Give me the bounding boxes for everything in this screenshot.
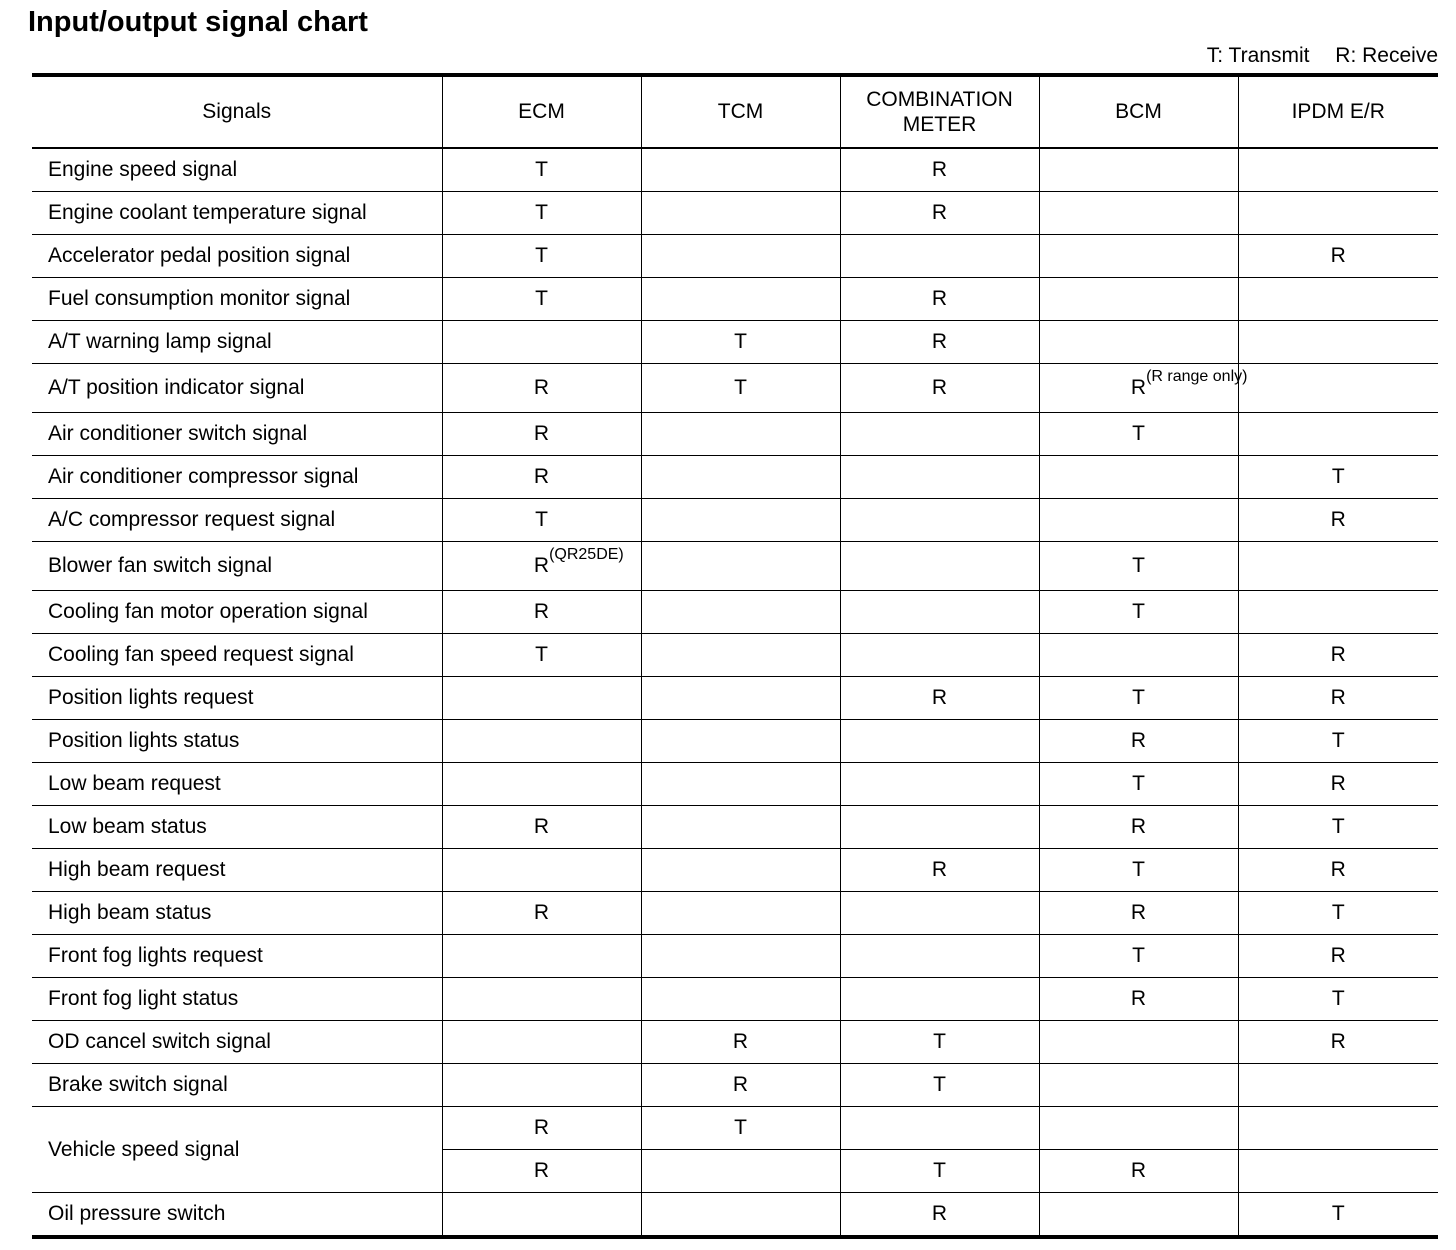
signal-name-cell: Front fog lights request — [32, 935, 442, 978]
signal-value-cell — [1238, 148, 1438, 192]
signal-code: T — [1132, 944, 1145, 968]
signal-table — [32, 73, 1438, 1239]
header-combination-meter: COMBINATION METER — [840, 75, 1039, 148]
signal-value-cell — [1039, 1064, 1238, 1107]
signal-name-cell: Front fog light status — [32, 978, 442, 1021]
signal-value-cell — [641, 364, 840, 413]
signal-value-cell — [641, 806, 840, 849]
signal-code: R — [1130, 987, 1147, 1011]
signal-code: R — [931, 287, 948, 311]
signal-value-cell — [1238, 720, 1438, 763]
table-row — [32, 321, 1438, 364]
signal-code: R — [533, 422, 550, 446]
signal-code: R — [931, 330, 948, 354]
table-row — [32, 1193, 1438, 1238]
header-ipdm-er: IPDM E/R — [1238, 75, 1438, 148]
signal-value-cell — [641, 978, 840, 1021]
signal-code: T — [535, 244, 548, 268]
signal-value-cell — [442, 542, 641, 591]
signal-name-cell: Vehicle speed signal — [32, 1107, 442, 1193]
signal-value-cell — [1238, 806, 1438, 849]
table-row — [32, 720, 1438, 763]
signal-code: R — [533, 376, 550, 400]
signal-code: R — [1330, 858, 1346, 882]
table-row — [32, 542, 1438, 591]
signal-value-cell — [442, 806, 641, 849]
signal-code: R — [1130, 815, 1147, 839]
signal-value-cell — [1238, 192, 1438, 235]
table-row — [32, 235, 1438, 278]
table-row — [32, 763, 1438, 806]
signal-value-cell — [442, 677, 641, 720]
signal-value-cell — [1238, 677, 1438, 720]
signal-value-cell — [1039, 1021, 1238, 1064]
signal-code: T — [535, 158, 548, 182]
signal-code: T — [535, 508, 548, 532]
signal-value-cell — [840, 542, 1039, 591]
table-row — [32, 364, 1438, 413]
signal-value-cell — [442, 456, 641, 499]
table-row — [32, 591, 1438, 634]
signal-value-cell — [442, 1193, 641, 1238]
signal-code: R (R range only) — [1130, 368, 1248, 400]
signal-name-cell: Engine coolant temperature signal — [32, 192, 442, 235]
signal-code: T — [1132, 422, 1145, 446]
signal-code: R — [533, 600, 550, 624]
signal-value-cell — [840, 720, 1039, 763]
signal-code: R (QR25DE) — [533, 546, 624, 578]
signal-value-cell — [641, 591, 840, 634]
table-row — [32, 148, 1438, 192]
signal-value-cell — [641, 634, 840, 677]
signal-code: R — [931, 858, 948, 882]
signal-value-cell — [840, 364, 1039, 413]
table-row — [32, 278, 1438, 321]
signal-code: R — [1330, 508, 1346, 532]
signal-name-cell: Air conditioner compressor signal — [32, 456, 442, 499]
table-row — [32, 1107, 1438, 1150]
signal-code: R — [533, 901, 550, 925]
signal-name-cell: Position lights request — [32, 677, 442, 720]
signal-value-cell — [442, 235, 641, 278]
table-row — [32, 935, 1438, 978]
signal-name-cell: Air conditioner switch signal — [32, 413, 442, 456]
signal-value-cell — [641, 849, 840, 892]
signal-value-cell — [1039, 148, 1238, 192]
table-row — [32, 978, 1438, 1021]
signal-value-cell — [1238, 763, 1438, 806]
signal-note: (R range only) — [1146, 368, 1248, 386]
signal-value-cell — [840, 763, 1039, 806]
signal-code: R — [1130, 1159, 1147, 1183]
signal-value-cell — [641, 1193, 840, 1238]
signal-code: R — [1330, 944, 1346, 968]
signal-value-cell — [641, 456, 840, 499]
signal-name-cell: Blower fan switch signal — [32, 542, 442, 591]
signal-value-cell — [1039, 935, 1238, 978]
header-bcm: BCM — [1039, 75, 1238, 148]
signal-value-cell — [1039, 634, 1238, 677]
signal-value-cell — [1238, 591, 1438, 634]
signal-value-cell — [442, 192, 641, 235]
signal-value-cell — [840, 677, 1039, 720]
signal-value-cell — [641, 278, 840, 321]
signal-value-cell — [1238, 413, 1438, 456]
signal-value-cell — [840, 1193, 1039, 1238]
header-signals: Signals — [32, 75, 442, 148]
signal-name-cell: A/C compressor request signal — [32, 499, 442, 542]
signal-code: T — [1132, 858, 1145, 882]
signal-value-cell — [442, 634, 641, 677]
signal-value-cell — [442, 978, 641, 1021]
signal-value-cell — [641, 192, 840, 235]
signal-value-cell — [840, 499, 1039, 542]
signal-code: T — [933, 1073, 946, 1097]
signal-value-cell — [840, 235, 1039, 278]
legend-transmit: T: Transmit — [1206, 44, 1310, 67]
signal-value-cell — [840, 978, 1039, 1021]
signal-value-cell — [641, 720, 840, 763]
signal-value-cell — [1238, 456, 1438, 499]
signal-value-cell — [1238, 1193, 1438, 1238]
signal-name-cell: High beam status — [32, 892, 442, 935]
signal-code: R — [1330, 772, 1346, 796]
signal-value-cell — [840, 591, 1039, 634]
signal-code: T — [933, 1159, 946, 1183]
signal-value-cell — [1238, 1107, 1438, 1150]
signal-name-cell: Cooling fan motor operation signal — [32, 591, 442, 634]
signal-code: R — [533, 815, 550, 839]
signal-value-cell — [641, 235, 840, 278]
signal-name-cell: A/T position indicator signal — [32, 364, 442, 413]
signal-value-cell — [1039, 720, 1238, 763]
signal-value-cell — [840, 413, 1039, 456]
signal-value-cell — [442, 892, 641, 935]
signal-value-cell — [1039, 806, 1238, 849]
signal-code: T — [734, 376, 747, 400]
table-row — [32, 499, 1438, 542]
signal-value-cell — [1039, 591, 1238, 634]
signal-code: T — [1331, 465, 1345, 489]
signal-value-cell — [1238, 235, 1438, 278]
signal-value-cell — [442, 935, 641, 978]
signal-value-cell — [442, 849, 641, 892]
signal-code: T — [933, 1030, 946, 1054]
signal-code: T — [1331, 729, 1345, 753]
signal-code: R — [931, 1202, 948, 1226]
signal-code: T — [1331, 987, 1345, 1011]
signal-value-cell — [641, 413, 840, 456]
signal-value-cell — [840, 148, 1039, 192]
signal-value-cell — [1039, 978, 1238, 1021]
signal-code: R — [1130, 901, 1147, 925]
table-row — [32, 849, 1438, 892]
signal-value-cell — [1039, 364, 1248, 413]
signal-value-cell — [1039, 192, 1238, 235]
signal-value-cell — [442, 763, 641, 806]
signal-value-cell — [641, 1150, 840, 1193]
signal-value-cell — [840, 935, 1039, 978]
signal-note: (QR25DE) — [549, 546, 624, 564]
signal-name-cell: A/T warning lamp signal — [32, 321, 442, 364]
signal-code: R — [931, 158, 948, 182]
signal-value-cell — [840, 278, 1039, 321]
signal-value-cell — [1039, 499, 1238, 542]
signal-code: T — [1132, 686, 1145, 710]
signal-code: R — [1130, 729, 1147, 753]
page-title: Input/output signal chart — [28, 6, 368, 38]
header-tcm: TCM — [641, 75, 840, 148]
signal-value-cell — [641, 763, 840, 806]
signal-code: R — [931, 376, 948, 400]
table-body — [32, 148, 1438, 1237]
signal-code: T — [1132, 554, 1145, 578]
table-row — [32, 892, 1438, 935]
signal-value-cell — [1039, 1193, 1238, 1238]
signal-name-cell: Engine speed signal — [32, 148, 442, 192]
signal-code: R — [533, 465, 550, 489]
signal-code: T — [535, 201, 548, 225]
signal-value-cell — [442, 413, 641, 456]
header-ecm: ECM — [442, 75, 641, 148]
signal-value-cell — [1238, 278, 1438, 321]
signal-value-cell — [442, 364, 641, 413]
signal-value-cell — [1238, 321, 1438, 364]
signal-name-cell: OD cancel switch signal — [32, 1021, 442, 1064]
table-row — [32, 677, 1438, 720]
signal-value-cell — [840, 634, 1039, 677]
signal-value-cell — [840, 1107, 1039, 1150]
signal-value-cell — [840, 192, 1039, 235]
table-row — [32, 192, 1438, 235]
signal-value-cell — [442, 499, 641, 542]
signal-value-cell — [1039, 542, 1238, 591]
signal-name-cell: High beam request — [32, 849, 442, 892]
signal-value-cell — [641, 1064, 840, 1107]
signal-value-cell — [1238, 892, 1438, 935]
signal-value-cell — [1039, 763, 1238, 806]
signal-code: R — [533, 1159, 550, 1183]
signal-code: T — [1331, 901, 1345, 925]
signal-value-cell — [840, 1150, 1039, 1193]
signal-name-cell: Oil pressure switch — [32, 1193, 442, 1238]
signal-value-cell — [1039, 235, 1238, 278]
signal-value-cell — [840, 892, 1039, 935]
table-row — [32, 456, 1438, 499]
signal-value-cell — [641, 148, 840, 192]
table-row — [32, 634, 1438, 677]
table-row — [32, 1064, 1438, 1107]
signal-value-cell — [840, 456, 1039, 499]
signal-value-cell — [641, 935, 840, 978]
signal-value-cell — [442, 1150, 641, 1193]
signal-code: R — [931, 201, 948, 225]
signal-value-cell — [442, 321, 641, 364]
legend-receive: R: Receive — [1335, 44, 1438, 67]
table-row — [32, 1021, 1438, 1064]
signal-code: R — [931, 686, 948, 710]
signal-value-cell — [840, 806, 1039, 849]
signal-value-cell — [1039, 321, 1238, 364]
signal-value-cell — [1238, 1150, 1438, 1193]
signal-value-cell — [442, 720, 641, 763]
signal-value-cell — [641, 892, 840, 935]
signal-value-cell — [442, 591, 641, 634]
legend — [1207, 44, 1438, 68]
signal-value-cell — [1039, 413, 1238, 456]
signal-code: R — [1330, 643, 1346, 667]
signal-code: R — [1330, 244, 1346, 268]
signal-value-cell — [641, 542, 840, 591]
signal-code: R — [533, 1116, 550, 1140]
signal-value-cell — [1039, 1107, 1238, 1150]
signal-value-cell — [840, 849, 1039, 892]
signal-value-cell — [1238, 542, 1438, 591]
signal-value-cell — [840, 321, 1039, 364]
signal-code: T — [1331, 815, 1345, 839]
signal-value-cell — [1238, 978, 1438, 1021]
table-row — [32, 413, 1438, 456]
signal-value-cell — [641, 677, 840, 720]
signal-value-cell — [1039, 849, 1238, 892]
signal-name-cell: Low beam request — [32, 763, 442, 806]
signal-name-cell: Accelerator pedal position signal — [32, 235, 442, 278]
signal-value-cell — [1238, 499, 1438, 542]
signal-code: T — [1132, 600, 1145, 624]
signal-code: T — [1331, 1202, 1345, 1226]
signal-value-cell — [1039, 456, 1238, 499]
signal-value-cell — [442, 1021, 641, 1064]
signal-value-cell — [442, 148, 641, 192]
signal-value-cell — [1238, 1064, 1438, 1107]
signal-value-cell — [442, 278, 641, 321]
table-header-row — [32, 75, 1438, 148]
signal-code: T — [1132, 772, 1145, 796]
signal-value-cell — [1238, 935, 1438, 978]
signal-name-cell: Low beam status — [32, 806, 442, 849]
signal-value-cell — [840, 1021, 1039, 1064]
signal-value-cell — [641, 1021, 840, 1064]
signal-value-cell — [1238, 364, 1438, 413]
signal-code: T — [535, 287, 548, 311]
signal-name-cell: Cooling fan speed request signal — [32, 634, 442, 677]
signal-value-cell — [1039, 1150, 1238, 1193]
signal-value-cell — [1039, 892, 1238, 935]
signal-code: R — [1330, 686, 1346, 710]
signal-name-cell: Position lights status — [32, 720, 442, 763]
signal-code: R — [732, 1073, 749, 1097]
signal-value-cell — [1238, 1021, 1438, 1064]
signal-value-cell — [442, 1064, 641, 1107]
signal-value-cell — [840, 1064, 1039, 1107]
signal-code: T — [535, 643, 548, 667]
signal-value-cell — [641, 321, 840, 364]
signal-value-cell — [641, 499, 840, 542]
signal-value-cell — [1238, 849, 1438, 892]
signal-value-cell — [641, 1107, 840, 1150]
signal-value-cell — [1039, 677, 1238, 720]
signal-code: T — [734, 1116, 747, 1140]
signal-code: R — [1330, 1030, 1346, 1054]
signal-code: R — [732, 1030, 749, 1054]
table-row — [32, 806, 1438, 849]
signal-value-cell — [1039, 278, 1238, 321]
signal-name-cell: Fuel consumption monitor signal — [32, 278, 442, 321]
signal-name-cell: Brake switch signal — [32, 1064, 442, 1107]
signal-value-cell — [1238, 634, 1438, 677]
signal-code: T — [734, 330, 747, 354]
signal-value-cell — [442, 1107, 641, 1150]
